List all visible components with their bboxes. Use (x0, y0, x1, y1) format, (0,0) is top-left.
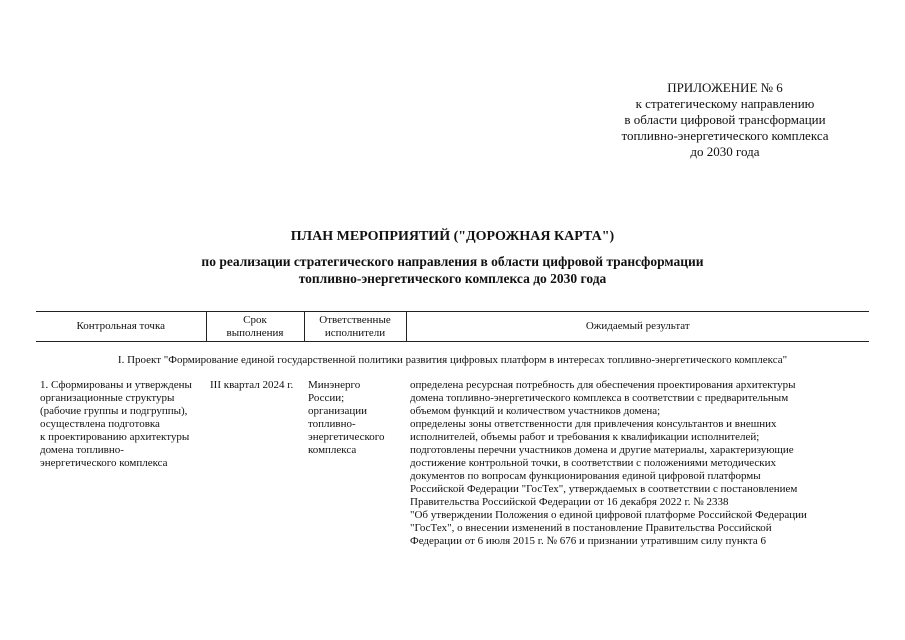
header-responsible-line: исполнители (324, 326, 386, 339)
header-control-point: Контрольная точка (36, 312, 206, 342)
cell-line: Российской Федерации "ГосТех", утверждаемых в соответствии с постановлением (410, 483, 798, 495)
appendix-line: ПРИЛОЖЕНИЕ № 6 (667, 80, 783, 95)
cell-line: 1. Сформированы и утверждены (40, 379, 192, 391)
cell-line: определена ресурсная потребность для обеспечения проектирования архитектуры (410, 379, 796, 391)
header-responsible (304, 312, 406, 342)
cell-line: исполнителей, объемы работ и требования к квалификации исполнителей; (410, 431, 760, 443)
cell-line: определены зоны ответственности для привлечения консультантов и внешних (410, 418, 777, 430)
cell-line: документов по вопросам функционирования единой цифровой платформы (410, 470, 761, 482)
cell-line: домена топливно-энергетического комплекса в соответствии с предварительным (410, 392, 789, 404)
cell-line: "ГосТех", о внесении изменений в постановление Правительства Российской (410, 522, 772, 534)
cell-line: III квартал 2024 г. (210, 379, 294, 391)
cell-term (206, 379, 304, 548)
appendix-line: к стратегическому направлению (635, 96, 815, 111)
appendix-line: до 2030 года (690, 144, 760, 159)
cell-line: (рабочие группы и подгруппы), (40, 405, 188, 417)
cell-line: домена топливно- (40, 444, 124, 456)
header-expected-result: Ожидаемый результат (406, 312, 869, 342)
section-title: I. Проект "Формирование единой государственной политики развития цифровых платформ в интересах топливно-энергетического комплекса" (117, 354, 788, 366)
subtitle-line: топливно-энергетического комплекса до 2030 года (298, 271, 607, 286)
header-term (206, 312, 304, 342)
appendix-line: топливно-энергетического комплекса (621, 128, 829, 143)
cell-line: осуществлена подготовка (40, 418, 160, 430)
header-term-line: выполнения (226, 326, 284, 339)
table-row (36, 379, 869, 548)
cell-line: России; (308, 392, 345, 404)
table-header-row (36, 312, 869, 342)
cell-line: Минэнерго (308, 379, 361, 391)
document-title: ПЛАН МЕРОПРИЯТИЙ ("ДОРОЖНАЯ КАРТА") (290, 229, 615, 244)
cell-line: Федерации от 6 июля 2015 г. № 676 и признании утратившим силу пункта 6 (410, 535, 766, 547)
cell-line: организации (308, 405, 368, 417)
cell-line: энергетического (308, 431, 385, 443)
header-term-line: Срок (243, 313, 267, 326)
cell-line: комплекса (308, 444, 357, 456)
roadmap-table (36, 311, 869, 548)
cell-line: объемом функций и количеством участников домена; (410, 405, 661, 417)
cell-line: к проектированию архитектуры (40, 431, 190, 443)
appendix-line: в области цифровой трансформации (624, 112, 826, 127)
cell-responsible (304, 379, 406, 548)
cell-line: организационные структуры (40, 392, 175, 404)
appendix-header (590, 80, 860, 160)
section-row (36, 342, 869, 380)
cell-line: топливно- (308, 418, 356, 430)
subtitle-line: по реализации стратегического направления в области цифровой трансформации (201, 254, 704, 269)
cell-line: "Об утверждении Положения о единой цифровой платформе Российской Федерации (410, 509, 807, 521)
cell-line: достижение контрольной точки, в соответствии с положениями методических (410, 457, 777, 469)
cell-line: Правительства Российской Федерации от 16 декабря 2022 г. № 2338 (410, 496, 729, 508)
document-subtitle (0, 253, 905, 287)
cell-control-point (36, 379, 206, 548)
cell-expected-result (406, 379, 869, 548)
header-responsible-line: Ответственные (319, 313, 391, 326)
cell-line: энергетического комплекса (40, 457, 168, 469)
cell-line: подготовлены перечни участников домена и другие материалы, характеризующие (410, 444, 794, 456)
